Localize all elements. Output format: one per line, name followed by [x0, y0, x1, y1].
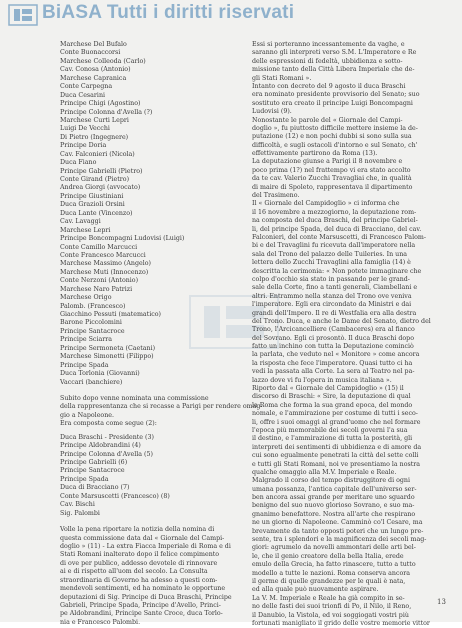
text-line: grandi dell'Impero. Il re di Westfalia era alla destra	[252, 309, 417, 317]
text-line: da te cav. Valerio Zucchi Travagliai che, in qualità	[252, 175, 412, 183]
text-line: pe Aldobrandini, Principe Sante Croce, duca Torlo-	[60, 610, 223, 618]
commission-member: Sig. Palombi	[60, 509, 100, 517]
name-entry: Conte Buonaccorsi	[60, 49, 121, 57]
name-entry: Marchese Massimo (Angelo)	[60, 260, 152, 268]
text-line: na composta del duca Braschi, del principe Gabriel-	[252, 217, 418, 225]
text-line: benigno del suo nuovo glorioso Sovrano, e suo ma-	[252, 502, 415, 510]
text-line: sente, tra i splendori e la magnificenza dei secoli mag-	[252, 536, 427, 544]
text-line: Subito dopo venne nominata una commissione	[60, 394, 209, 402]
commission-member: Principe Santacroce	[60, 467, 125, 475]
text-line: nomale, e l'ammirazione per costume di tutti i seco-	[252, 410, 418, 418]
name-entry: Principe Chigi (Agostino)	[60, 100, 141, 108]
name-entry: Principe Sermoneta (Caetani)	[60, 344, 156, 352]
text-line: emulo della Grecia, ha fatto rinascere, tutto a tutto	[252, 561, 416, 569]
page-number: 13	[437, 598, 446, 606]
text-line: brevamente da tanto opposti poteri che un lungo pre-	[252, 527, 424, 535]
text-line: ai e di rispetto all'uom del secolo. La Consulta	[60, 568, 208, 576]
commission-intro	[60, 394, 263, 429]
name-entry: Vaccari (banchiere)	[60, 378, 123, 386]
text-line: era nominato presidente provvisorio del Senato; suo	[252, 91, 420, 99]
name-entry: Barone Piccolomini	[60, 319, 122, 327]
text-line: difficoltà, e sugli ostacoli d'intorno e sul Senato, ch'	[252, 141, 418, 149]
text-line: deputazioni di Sig. Principe di Duca Braschi, Principe	[60, 593, 232, 601]
commission-member: Principe Aldobrandini (4)	[60, 442, 141, 450]
text-line: di maire di Spoleto, rappresentava il dipartimento	[252, 183, 413, 191]
text-line: modello a tutte le nazioni. Roma conserva ancora	[252, 569, 411, 577]
text-line: lettera dello Zucchi Travaglini alla famiglia (14) è	[252, 259, 411, 267]
commission-notice	[60, 526, 230, 627]
name-entry: Cav. Falconieri (Nicola)	[60, 150, 135, 158]
commission-list	[60, 434, 230, 518]
text-line: umana possanza, l'antica capitale dell'universo ser-	[252, 485, 417, 493]
text-line: le, che il genio creatore della bella Italia, erede	[252, 552, 404, 560]
name-entry: Palomb. (Francesco)	[60, 302, 126, 310]
text-line: Intanto con decreto del 9 agosto il duca Braschi	[252, 82, 406, 90]
name-entry: Duca Lante (Vincenzo)	[60, 209, 133, 217]
name-entry: Conte Nerzoni (Antonio)	[60, 277, 139, 285]
text-line: e tutti gli Stati Romani, noi ve presentiamo la nostra	[252, 460, 421, 468]
text-line: no delle fasti dei suoi trionfi di Po, il Nilo, il Reno,	[252, 603, 412, 611]
text-line: il Danubio, la Vistola, ed voi soggiogati vostri più	[252, 611, 409, 619]
text-line: sale della Corte, fino a tanti generali, Ciambellani e	[252, 284, 418, 292]
text-line: il destino, e l'ammirazione di tutta la posterità, gli	[252, 435, 413, 443]
text-line: della rappresentanza che si recasse a Parigi per rendere omag-	[60, 403, 263, 411]
name-entry: Marchese Naro Patrizi	[60, 285, 133, 293]
name-entry: Marchese Muti (Innocenzo)	[60, 268, 149, 276]
commission-member: Duca di Bracciano (7)	[60, 484, 130, 492]
text-line: la parlata, che veduto nel « Monitore » come ancora	[252, 351, 420, 359]
text-line: descritta la cerimonia: « Non potete immaginare che	[252, 267, 422, 275]
text-line: la Roma che forma la sua grand epoca, del mondo	[252, 401, 413, 409]
text-line: saranno gli interpreti verso S.M. L'Imperatore e Re	[252, 49, 417, 57]
text-line: Volle la pena riportare la notizia della nomina di	[60, 526, 215, 534]
commission-member: Principe Gabrielli (6)	[60, 459, 128, 466]
text-line: La V. M. Imperiale e Reale ha già compito in se-	[252, 594, 405, 602]
text-line: nia e Francesco Palombi.	[60, 618, 141, 626]
name-entry: Di Pietro (Ingegnere)	[60, 133, 129, 141]
name-entry: Principe Colonna d'Avella (?)	[60, 108, 153, 116]
text-line: poco prima (1?) nel frattempo vi era stato accolto	[252, 166, 411, 174]
commission-member: Principe Spada	[60, 475, 109, 483]
text-line: La deputazione giunse a Parigi il 8 novembre e	[252, 158, 403, 166]
text-line: vedi la passata alla Corte. La sera al Teatro nel pa-	[252, 368, 415, 376]
watermark-banner	[0, 0, 462, 30]
commission-member: Conte Marsuscetti (Francesco) (8)	[60, 492, 170, 500]
name-entry: Conte Carpegna	[60, 83, 113, 91]
text-line: del Sovrano. Egli ci prosontò. Il duca Braschi dopo	[252, 334, 414, 342]
text-line: cui sono egualmente penetrati la città del sette colli	[252, 452, 419, 460]
name-entry: Andrea Giorgi (avvocato)	[60, 184, 141, 192]
text-line: gli Stati Romani ».	[252, 74, 312, 82]
text-line: di ove per publico, addesso devotele di rinnovare	[60, 559, 218, 567]
commission-member: Duca Braschi - Presidente (3)	[60, 433, 154, 441]
right-text	[252, 41, 446, 628]
name-entry: Marchese Del Bufalo	[60, 41, 127, 48]
text-line: Malgrado il corso del tempo distruggitore di ogni	[252, 477, 410, 485]
text-line: li, del principe Spada, del duca di Bracciano, del cav.	[252, 225, 422, 233]
text-line: doglio », fu piuttosto difficile mettere insieme la de-	[252, 124, 418, 132]
text-line: colpo d'occhio sia stato in passando per le grand-	[252, 275, 410, 283]
text-line: gio a Napoleone.	[60, 411, 114, 419]
left-column	[60, 41, 263, 627]
text-line: ed alla quale può nuovamente aspirare.	[252, 586, 379, 594]
text-line: il 16 novembre a mezzogiorno, la deputazione rom-	[252, 208, 417, 216]
text-line: del Trasimeno.	[252, 192, 300, 200]
text-line: effettivamente partirono da Roma (13).	[252, 150, 378, 158]
name-entry: Conte Francesco Marcucci	[60, 251, 146, 259]
name-entry: Duca Torlonia (Giovanni)	[60, 370, 140, 378]
text-line: Riporto dal « Giornale del Campidoglio » (15) il	[252, 385, 404, 393]
text-line: l'imperatore. Egli era circondato da Ministri e dai	[252, 301, 412, 309]
text-line: Essi si porteranno incessantemente da vaghe, e	[252, 41, 405, 48]
text-line: discorso di Braschi: « Sire, la deputazione di qual	[252, 393, 411, 401]
biasa-logo-icon	[8, 4, 38, 26]
text-line: questa commissione data dal « Giornale del Campi-	[60, 534, 225, 542]
text-line: interpreti dei sentimenti di ubbidienza e di amore da	[252, 443, 422, 451]
text-line: delle espressioni di fedeltà, ubbidienza e sotto-	[252, 57, 403, 65]
text-line: ne un giorno di Napoleone. Camminò co'l Cesare, ma	[252, 519, 423, 527]
text-line: altri. Entrammo nella stanza del Trono ove veniva	[252, 292, 412, 300]
commission-member: Principe Colonna d'Avella (5)	[60, 450, 153, 458]
commission-member: Cav. Bischi	[60, 501, 95, 509]
name-entry: Conte Girand (Pietro)	[60, 176, 130, 183]
name-entry: Principe Giustiniani	[60, 192, 124, 200]
text-line: Falconieri, del conte Marsuscetti, di Francesco Palom-	[252, 233, 426, 241]
name-entry: Marchese Simonetti (Filippo)	[60, 353, 154, 361]
name-entry: Marchese Colleoda (Carlo)	[60, 57, 146, 65]
name-entry: Marchese Curti Lepri	[60, 116, 129, 124]
text-line: giori: agrumelo da novelli ammontari delle arti bel-	[252, 544, 416, 552]
name-entry: Duca Fiano	[60, 159, 97, 167]
text-line: lazzo dove vi fu l'opera in musica italiana ».	[252, 376, 392, 384]
text-line: Nonostante le parole del « Giornale del Campi-	[252, 116, 403, 124]
name-entry: Principe Gabrielli (Pietro)	[60, 167, 143, 175]
name-entry: Conte Camillo Marcucci	[60, 243, 138, 251]
text-line: mendevoli sentimenti, ed ha nominato le opportune	[60, 585, 226, 593]
text-line: Trono, l'Arcicancelliere (Cambaceres) era al fianco	[252, 326, 415, 334]
text-line: li, offre i suoi omaggi al grand'uomo che nel formare	[252, 418, 421, 426]
text-line: doglio » (11) - La extra Fiacca Imperiale di Roma e di	[60, 542, 231, 550]
text-line: straordinaria di Governo ha adesso a questi com-	[60, 576, 218, 584]
name-entry: Marchese Capranica	[60, 74, 127, 82]
text-line: Ludovisi (9).	[252, 108, 292, 116]
text-line: Era composta come segue (2):	[60, 420, 157, 428]
text-line: ben ancora assai grande per meritare uno sguardo	[252, 494, 415, 502]
name-entry: Giacchino Pessuti (matematico)	[60, 311, 161, 318]
name-entry: Cav. Conosa (Antonio)	[60, 66, 131, 74]
text-line: missione tanto della Città Libera Imperiale che de-	[252, 66, 415, 74]
text-line: gnanimo benefattore. Nostra all'arte che respirano	[252, 510, 416, 518]
right-column	[252, 41, 446, 628]
name-entry: Principe Santacroce	[60, 327, 125, 335]
text-line: il germe di quelle grandezze per le quali è nata,	[252, 578, 406, 585]
text-line: fortunati manigliato il grido delle vostre memorie vittor	[252, 619, 430, 627]
text-line: sala del Trono del palazzo delle Tuileries. In una	[252, 250, 408, 258]
text-line: la risposta che fece l'imperatore. Quasi tutto ci ha	[252, 359, 413, 367]
name-entry: Luigi De Vecchi	[60, 125, 110, 133]
text-line: qualche omaggio alla M.V. Imperiale e Reale.	[252, 468, 397, 476]
name-entry: Principe Spada	[60, 361, 109, 369]
text-line: Il « Giornale del Campidoglio » ci informa che	[252, 200, 400, 208]
text-line: bi e del Travaglini fu ricevuta dall'imperatore nella	[252, 242, 416, 250]
watermark-text: BiASA Tutti i diritti riservati	[42, 2, 295, 23]
text-line: putazione (12) e non pochi dubbi si sono sulla sua	[252, 133, 412, 141]
name-entry: Principe Doria	[60, 142, 107, 150]
name-entry: Marchese Lepri	[60, 226, 111, 234]
name-entry: Principe Boncompagni Ludovisi (Luigi)	[60, 235, 185, 243]
name-entry: Duca Grazioli Orsini	[60, 201, 125, 209]
text-line: del Trono. Duca, e anche le Dame del Senato, dietro del	[252, 317, 431, 325]
name-entry: Marchese Origo	[60, 294, 112, 302]
name-entry: Cav. Lavaggi	[60, 218, 101, 226]
name-entry: Principe Sciarra	[60, 336, 112, 344]
text-line: Gabrieli, Principe Spada, Principe d'Avello, Princi-	[60, 602, 221, 609]
name-entry: Duca Cesarini	[60, 91, 106, 99]
text-line: sostituto era creato il principe Luigi Boncompagni	[252, 99, 413, 107]
text-line: Stati Romani inalterato dopo il felice compimento	[60, 551, 220, 559]
name-list	[60, 41, 230, 387]
text-line: l'epoca più memorabile dei secoli governi l'a sua	[252, 426, 408, 434]
text-line: fatto un inchino con tutta la Deputazione cominciò	[252, 343, 414, 351]
